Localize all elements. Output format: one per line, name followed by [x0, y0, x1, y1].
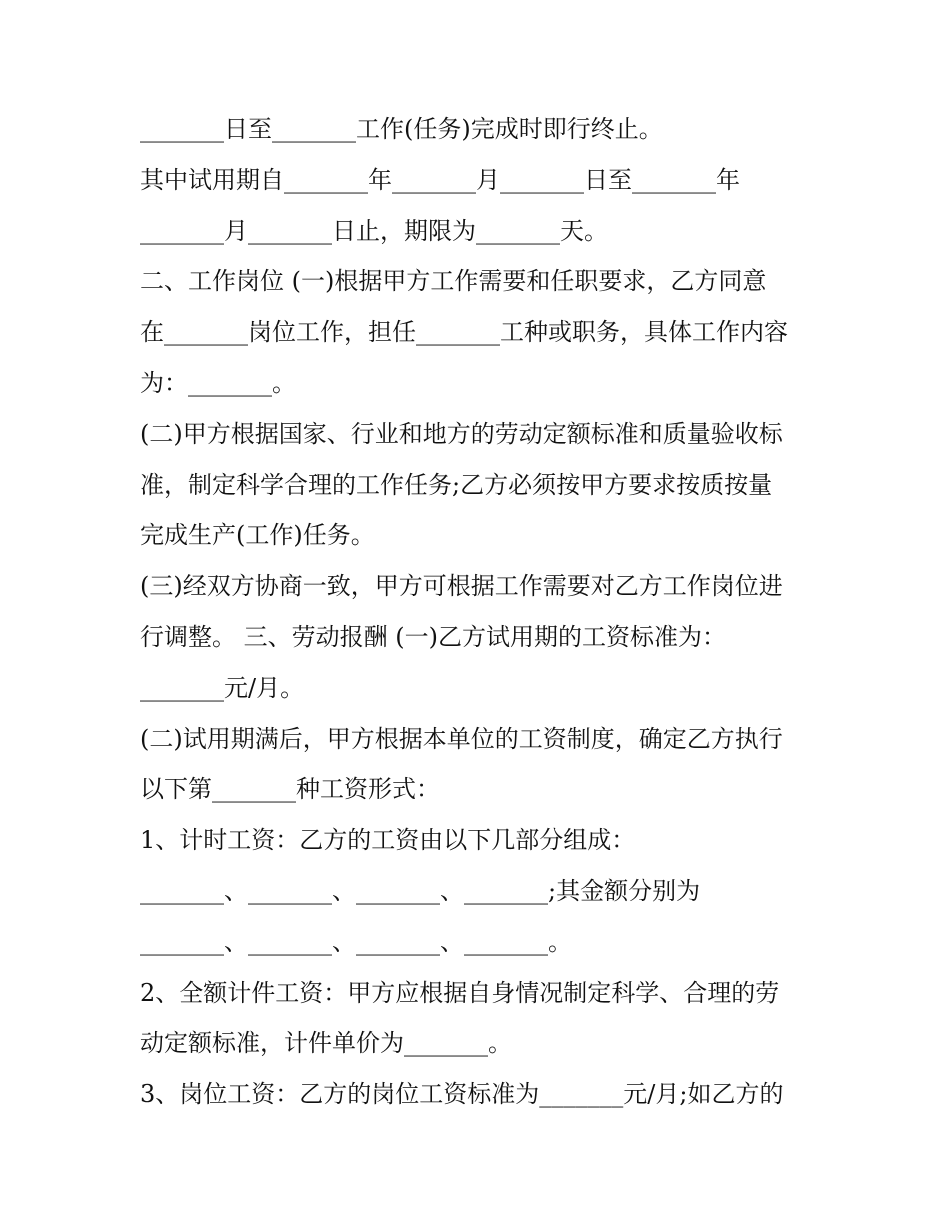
text-line: _______日至_______工作(任务)完成时即行终止。 — [140, 115, 663, 143]
text-line: (三)经双方协商一致，甲方可根据工作需要对乙方工作岗位进 — [140, 572, 783, 601]
text-line: (二)试用期满后，甲方根据本单位的工资制度，确定乙方执行 — [140, 724, 783, 753]
text-line: 在_______岗位工作，担任_______工种或职务，具体工作内容 — [140, 318, 788, 347]
text-line: 其中试用期自_______年_______月_______日至_______年 — [140, 165, 740, 194]
text-line: _______、_______、_______、_______;其金额分别为 — [140, 876, 701, 905]
text-line: 2、全额计件工资：甲方应根据自身情况制定科学、合理的劳 — [140, 978, 780, 1007]
text-line: _______、_______、_______、_______。 — [140, 927, 572, 956]
text-line: 为：_______。 — [140, 368, 296, 397]
text-line: 动定额标准，计件单价为_______。 — [140, 1029, 512, 1058]
text-line: 准，制定科学合理的工作任务;乙方必须按甲方要求按质按量 — [140, 470, 773, 499]
text-line: 行调整。 三、劳动报酬 (一)乙方试用期的工资标准为： — [140, 622, 726, 651]
text-line: 二、工作岗位 (一)根据甲方工作需要和任职要求，乙方同意 — [140, 267, 767, 296]
text-line: 以下第_______种工资形式： — [140, 775, 440, 804]
text-line: 完成生产(工作)任务。 — [140, 521, 375, 550]
text-line: 1、计时工资：乙方的工资由以下几部分组成： — [140, 826, 636, 855]
text-line: _______元/月。 — [140, 673, 305, 702]
text-line: 3、岗位工资：乙方的岗位工资标准为_______元/月;如乙方的 — [140, 1080, 784, 1109]
contract-text — [140, 104, 820, 1120]
text-line: _______月_______日止，期限为_______天。 — [140, 216, 608, 245]
text-line: (二)甲方根据国家、行业和地方的劳动定额标准和质量验收标 — [140, 419, 783, 448]
